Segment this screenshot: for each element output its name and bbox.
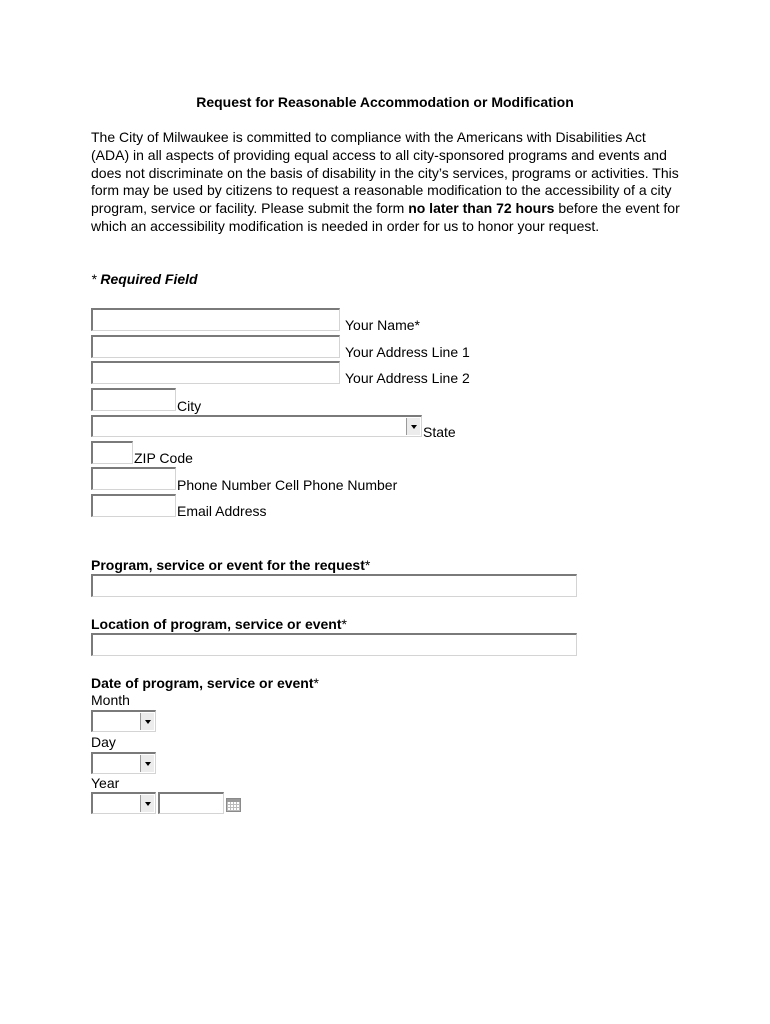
state-select[interactable] [91, 415, 422, 437]
city-input[interactable] [91, 388, 176, 411]
location-heading [91, 616, 347, 632]
email-input[interactable] [91, 494, 176, 517]
required-star: * [91, 271, 97, 287]
chevron-down-icon [145, 762, 151, 766]
zip-input[interactable] [91, 441, 133, 464]
location-required-star: * [341, 616, 347, 632]
month-label: Month [91, 692, 130, 708]
intro-text-end: before the event for which an accessibility modification is needed in order for us to honor your request. [91, 200, 680, 234]
name-input[interactable] [91, 308, 340, 331]
address-line1-label: Your Address Line 1 [345, 344, 470, 360]
state-label: State [423, 424, 456, 440]
intro-paragraph [91, 129, 681, 236]
intro-deadline: no later than 72 hours [408, 200, 555, 217]
address-line1-input[interactable] [91, 335, 340, 358]
name-label: Your Name* [345, 317, 420, 333]
day-select[interactable] [91, 752, 156, 774]
calendar-icon-header [227, 799, 240, 802]
chevron-down-icon [145, 802, 151, 806]
required-field-label: Required Field [96, 271, 198, 287]
program-heading [91, 557, 370, 573]
year-select[interactable] [91, 792, 156, 814]
email-label: Email Address [177, 503, 267, 519]
month-select[interactable] [91, 710, 156, 732]
phone-label: Phone Number Cell Phone Number [177, 477, 398, 493]
city-label: City [177, 398, 202, 414]
zip-label: ZIP Code [134, 450, 193, 466]
program-input[interactable] [91, 574, 577, 597]
address-line2-input[interactable] [91, 361, 340, 384]
required-field-note [91, 271, 198, 287]
program-required-star: * [364, 557, 371, 573]
chevron-down-icon [411, 425, 417, 429]
date-heading [91, 675, 319, 691]
day-dropdown-button[interactable] [140, 755, 154, 772]
year-dropdown-button[interactable] [140, 795, 154, 812]
date-required-star: * [313, 675, 319, 691]
date-label: Date of program, service or event [91, 675, 314, 691]
location-input[interactable] [91, 633, 577, 656]
intro-text-start: The City of Milwaukee is committed to compliance with the Americans with Disabilities Act (ADA) in all aspects of providing equal access to all city-sponsored programs and events and does not discriminate on the basis of disability in the city’s services, programs or activities. This form may be used by citizens to request a reasonable modification to the accessibility of a city program, service or facility. Please submit the form [91, 129, 679, 217]
chevron-down-icon [145, 720, 151, 724]
page-title: Request for Reasonable Accommodation or Modification [196, 94, 574, 110]
year-label: Year [91, 775, 120, 791]
day-label: Day [91, 734, 116, 750]
state-dropdown-button[interactable] [406, 418, 420, 435]
calendar-icon[interactable] [226, 798, 241, 812]
month-dropdown-button[interactable] [140, 713, 154, 730]
phone-input[interactable] [91, 467, 176, 490]
location-label: Location of program, service or event [91, 616, 342, 632]
date-text-input[interactable] [158, 792, 224, 814]
address-line2-label: Your Address Line 2 [345, 370, 470, 386]
program-label: Program, service or event for the request [91, 557, 365, 573]
